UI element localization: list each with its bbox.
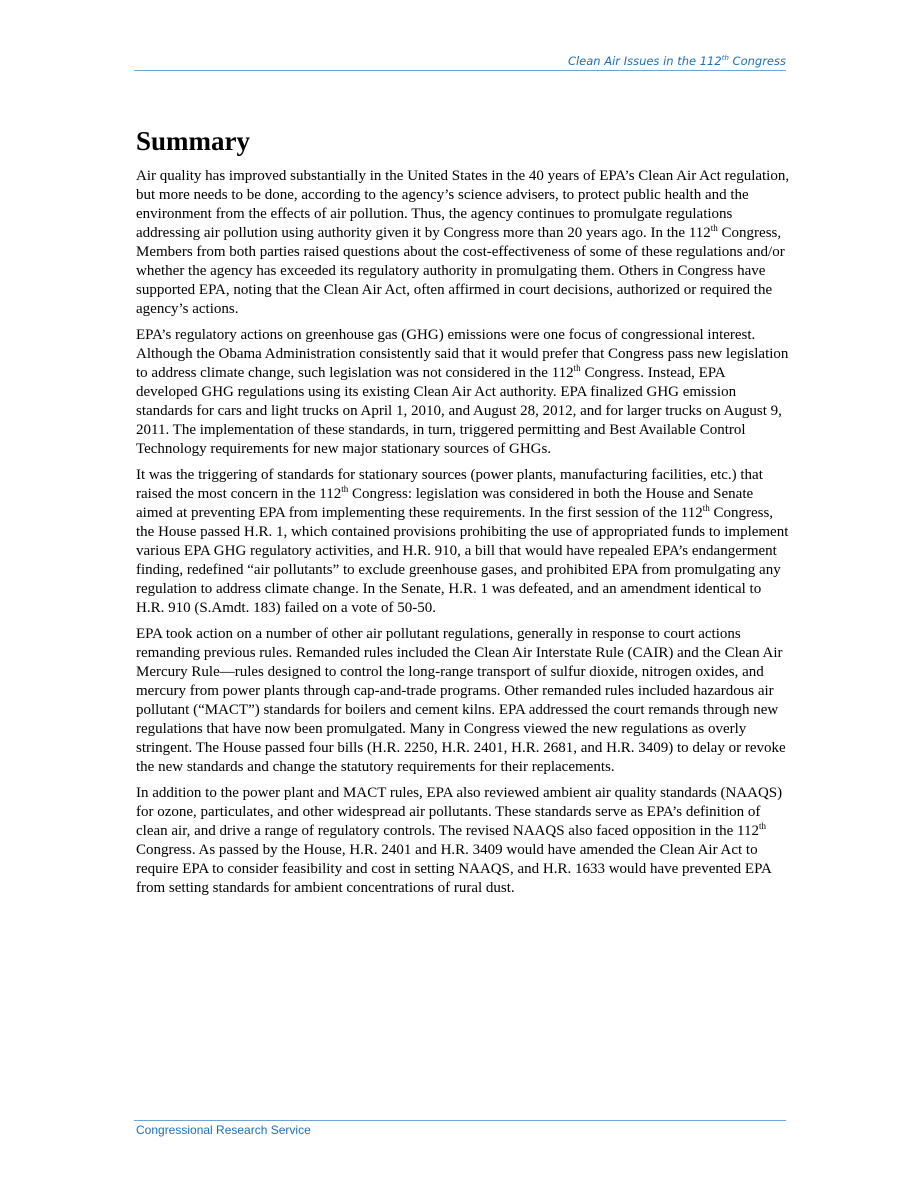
paragraph-1-text-a: Air quality has improved substantially in the United States in the 40 years of EPA’s Clean Air Act regulation, but more needs to be done, according to the agency’s science advisers, to protect public health and the environment from the effects of air pollution. Thus, the agency continues to promulgate regulations addressing air pollution using authority given it by Congress more than 20 years ago. In the 112 <box>136 168 790 241</box>
running-header-sup: th <box>721 54 729 63</box>
paragraph-3 <box>136 466 790 618</box>
paragraph-5-text-b: Congress. As passed by the House, H.R. 2401 and H.R. 3409 would have amended the Clean Air Act to require EPA to consider feasibility and cost in setting NAAQS, and H.R. 1633 would have prevented EPA from setting standards for ambient concentrations of rural dust. <box>136 842 772 896</box>
footer-rule <box>134 1120 786 1121</box>
paragraph-1-text-b: Congress, Members from both parties raised questions about the cost-effectiveness of some of these regulations and/or whether the agency has exceeded its regulatory authority in promulgating them. Others in Congress have supported EPA, noting that the Clean Air Act, often affirmed in court decisions, authorized or required the agency’s actions. <box>136 225 785 317</box>
footer-publisher: Congressional Research Service <box>136 1123 311 1137</box>
paragraph-1 <box>136 167 790 319</box>
header-rule <box>134 70 786 71</box>
paragraph-3-text-b: Congress: legislation was considered in both the House and Senate aimed at preventing EPA from implementing these requirements. In the first session of the 112 <box>136 486 754 521</box>
paragraph-2-text-a: EPA’s regulatory actions on greenhouse gas (GHG) emissions were one focus of congressional interest. Although the Obama Administration consistently said that it would prefer that Congress pass new legislation to address climate change, such legislation was not considered in the 112 <box>136 327 789 381</box>
paragraph-5-text-a: In addition to the power plant and MACT rules, EPA also reviewed ambient air quality standards (NAAQS) for ozone, particulates, and other widespread air pollutants. These standards serve as EPA’s definition of clean air, and drive a range of regulatory controls. The revised NAAQS also faced opposition in the 112 <box>136 785 783 839</box>
running-header-prefix: Clean Air Issues in the 112 <box>567 54 722 68</box>
running-header-suffix: Congress <box>728 54 786 68</box>
page-content <box>136 124 790 905</box>
paragraph-1-sup: th <box>710 223 718 233</box>
paragraph-2-text-b: Congress. Instead, EPA developed GHG regulations using its existing Clean Air Act authority. EPA finalized GHG emission standards for cars and light trucks on April 1, 2010, and August 28, 2012, and for larger trucks on August 9, 2011. The implementation of these standards, in turn, triggered permitting and Best Available Control Technology requirements for new major stationary sources of GHGs. <box>136 365 782 457</box>
paragraph-3-sup-1: th <box>341 484 349 494</box>
paragraph-5-sup: th <box>758 821 766 831</box>
paragraph-4: EPA took action on a number of other air pollutant regulations, generally in response to court actions remanding previous rules. Remanded rules included the Clean Air Interstate Rule (CAIR) and the Clean Air Mercury Rule—rules designed to control the long-range transport of sulfur dioxide, nitrogen oxides, and mercury from power plants through cap-and-trade programs. Other remanded rules included hazardous air pollutant (“MACT”) standards for boilers and cement kilns. EPA addressed the court remands through new regulations that have now been promulgated. Many in Congress viewed the new regulations as overly stringent. The House passed four bills (H.R. 2250, H.R. 2401, H.R. 2681, and H.R. 3409) to delay or revoke the new standards and change the statutory requirements for their replacements. <box>136 626 786 775</box>
running-header <box>134 54 786 69</box>
paragraph-3-sup-2: th <box>702 503 710 513</box>
paragraph-2 <box>136 326 790 459</box>
section-heading: Summary <box>136 126 250 156</box>
paragraph-3-text-a: It was the triggering of standards for stationary sources (power plants, manufacturing facilities, etc.) that raised the most concern in the 112 <box>136 467 763 502</box>
paragraph-5 <box>136 784 790 898</box>
paragraph-2-sup: th <box>573 363 581 373</box>
paragraph-3-text-c: Congress, the House passed H.R. 1, which contained provisions prohibiting the use of appropriated funds to implement various EPA GHG regulatory activities, and H.R. 910, a bill that would have repealed EPA’s endangerment finding, redefined “air pollutants” to exclude greenhouse gases, and prohibited EPA from promulgating any regulation to address climate change. In the Senate, H.R. 1 was defeated, and an amendment identical to H.R. 910 (S.Amdt. 183) failed on a vote of 50-50. <box>136 505 789 616</box>
